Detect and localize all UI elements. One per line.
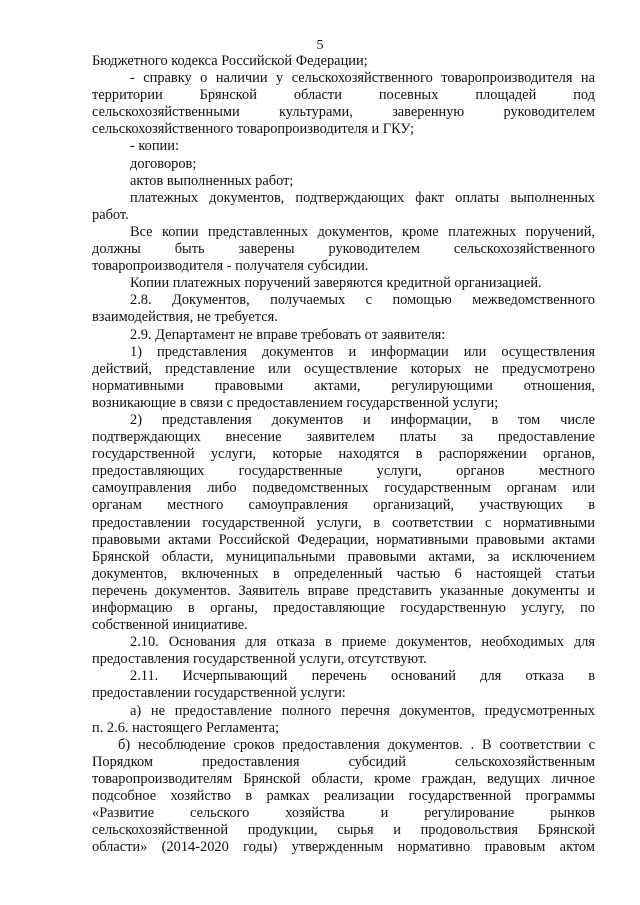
text-line: предоставляющих государственные услуги, органов местного — [92, 463, 595, 480]
text-line: товаропроизводителям Брянской области, кроме граждан, ведущих личное — [92, 770, 595, 787]
text-line: информацию в органы, предоставляющие государственную услугу, по — [92, 600, 595, 616]
text-line: товаропроизводителя - получателя субсидии. — [92, 258, 369, 275]
text-line: сельскохозяйственной продукции, сырья и продовольствия Брянской — [92, 822, 595, 839]
text-line: области» (2014-2020 годы) утвержденным нормативно правовым актом — [92, 839, 595, 856]
text-line: 2.10. Основания для отказа в приеме документов, необходимых для — [130, 634, 595, 651]
text-line: платежных документов, подтверждающих факт оплаты выполненных — [130, 189, 595, 206]
text-line: документов, включенных в определенный частью 6 настоящей статьи — [92, 565, 595, 582]
text-line: должны быть заверены руководителем сельскохозяйственного — [92, 241, 595, 258]
text-line: предоставлении государственной услуги, в соответствии с нормативными — [92, 514, 595, 531]
text-line: нормативными правовыми актами, регулирующими отношения, — [92, 377, 595, 394]
text-line: сельскохозяйственными культурами, заверенную руководителем — [92, 104, 595, 121]
text-line: 2.9. Департамент не вправе требовать от заявителя: — [130, 326, 446, 343]
text-line: предоставлении государственной услуги: — [92, 685, 346, 702]
text-line: а) не предоставление полного перечня документов, предусмотренных — [130, 702, 595, 719]
text-line: «Развитие сельского хозяйства и регулирование рынков — [92, 805, 595, 822]
text-line: Порядком предоставления субсидий сельскохозяйственным — [92, 753, 595, 770]
text-line: актов выполненных работ; — [130, 172, 294, 189]
text-line: территории Брянской области посевных площадей под — [92, 87, 595, 104]
text-line: взаимодействия, не требуется. — [92, 309, 278, 326]
text-line: подсобное хозяйство в рамках реализации государственной программы — [92, 788, 595, 805]
text-line: работ. — [92, 206, 129, 223]
text-line: б) несоблюдение сроков предоставления документов. . В соответствии с — [118, 736, 595, 753]
document-body — [92, 53, 595, 856]
text-line: Все копии представленных документов, кроме платежных поручений, — [130, 223, 595, 240]
text-line: возникающие в связи с предоставлением государственной услуги; — [92, 394, 499, 411]
text-line: действий, представление или осуществление которых не предусмотрено — [92, 360, 595, 377]
text-line: сельскохозяйственного товаропроизводителя и ГКУ; — [92, 121, 415, 138]
text-line: 2.8. Документов, получаемых с помощью межведомственного — [130, 292, 595, 309]
text-line: подтверждающих внесение заявителем платы за предоставление — [92, 429, 595, 446]
text-line: перечень документов. Заявитель вправе представить указанные документы и — [92, 582, 595, 599]
text-line: предоставления государственной услуги, отсутствуют. — [92, 651, 427, 668]
text-line: самоуправления либо подведомственных государственным органам или — [92, 480, 595, 497]
text-line: 2) представления документов и информации, в том числе — [130, 411, 595, 428]
text-line: органам местного самоуправления организаций, участвующих в — [92, 497, 595, 514]
text-line: 2.11. Исчерпывающий перечень оснований для отказа в — [130, 668, 595, 685]
text-line: Копии платежных поручений заверяются кредитной организацией. — [130, 275, 542, 292]
text-line: 1) представления документов и информации или осуществления — [130, 343, 595, 360]
text-line: правовыми актами Российской Федерации, нормативными правовыми актами — [92, 531, 595, 548]
text-line: государственной услуги, которые находятся в распоряжении органов, — [92, 446, 595, 463]
text-line: п. 2.6. настоящего Регламента; — [92, 719, 279, 736]
text-line: договоров; — [130, 155, 197, 172]
text-line: - копии: — [130, 138, 179, 155]
text-line: - справку о наличии у сельскохозяйственного товаропроизводителя на — [130, 70, 595, 87]
page-number: 5 — [316, 38, 324, 53]
text-line: собственной инициативе. — [92, 617, 248, 634]
text-line: Брянской области, муниципальными правовыми актами, за исключением — [92, 548, 595, 565]
text-line: Бюджетного кодекса Российской Федерации; — [92, 53, 368, 69]
